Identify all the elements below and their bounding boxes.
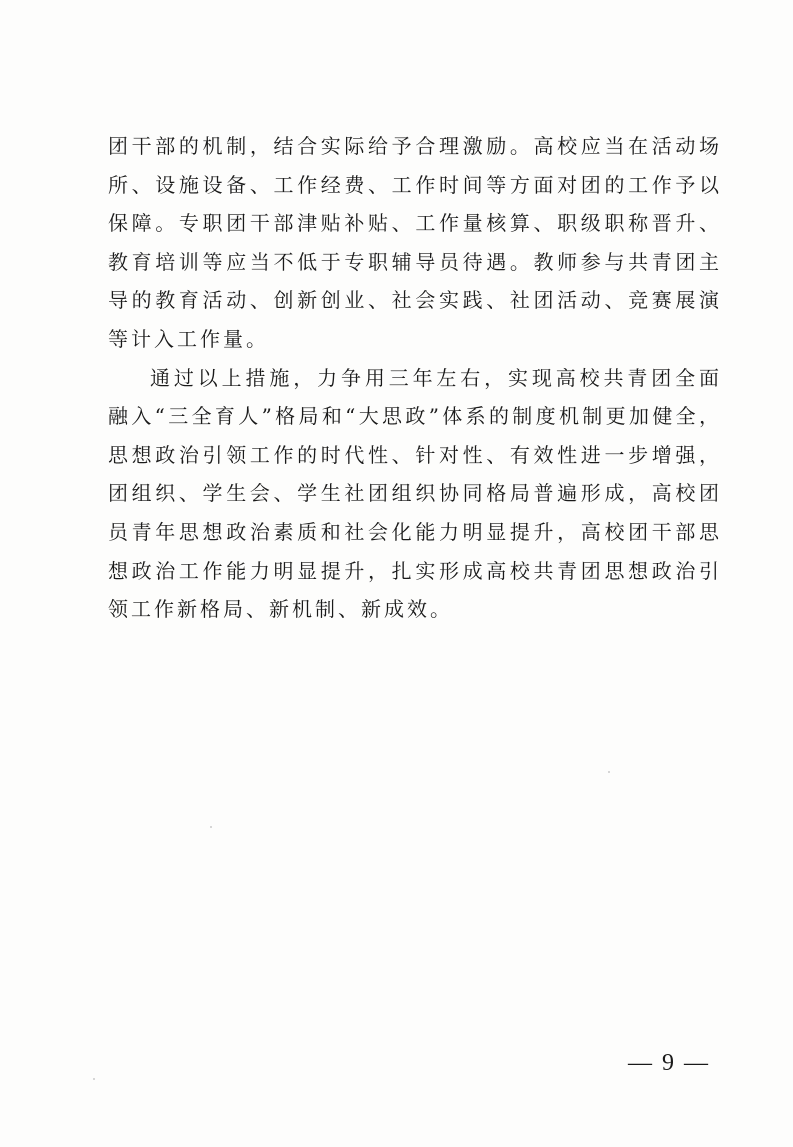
page-number: — 9 —: [628, 1050, 710, 1076]
paragraph-continuation: 团干部的机制，结合实际给予合理激励。高校应当在活动场所、设施设备、工作经费、工作时间等方面对团的工作予以保障。专职团干部津贴补贴、工作量核算、职级职称晋升、教育培训等应当不低于专职辅导员待遇。教师参与共青团主导的教育活动、创新创业、社会实践、社团活动、竞赛展演等计入工作量。: [108, 134, 722, 351]
body-text: [108, 127, 722, 629]
scan-speck: [210, 826, 212, 828]
scan-speck: [93, 1078, 95, 1080]
scan-speck: [608, 771, 610, 773]
paragraph-summary: 通过以上措施，力争用三年左右，实现高校共青团全面融入“三全育人”格局和“大思政”体系的制度机制更加健全，思想政治引领工作的时代性、针对性、有效性进一步增强，团组织、学生会、学生社团组织协同格局普遍形成，高校团员青年思想政治素质和社会化能力明显提升，高校团干部思想政治工作能力明显提升，扎实形成高校共青团思想政治引领工作新格局、新机制、新成效。: [108, 365, 722, 622]
